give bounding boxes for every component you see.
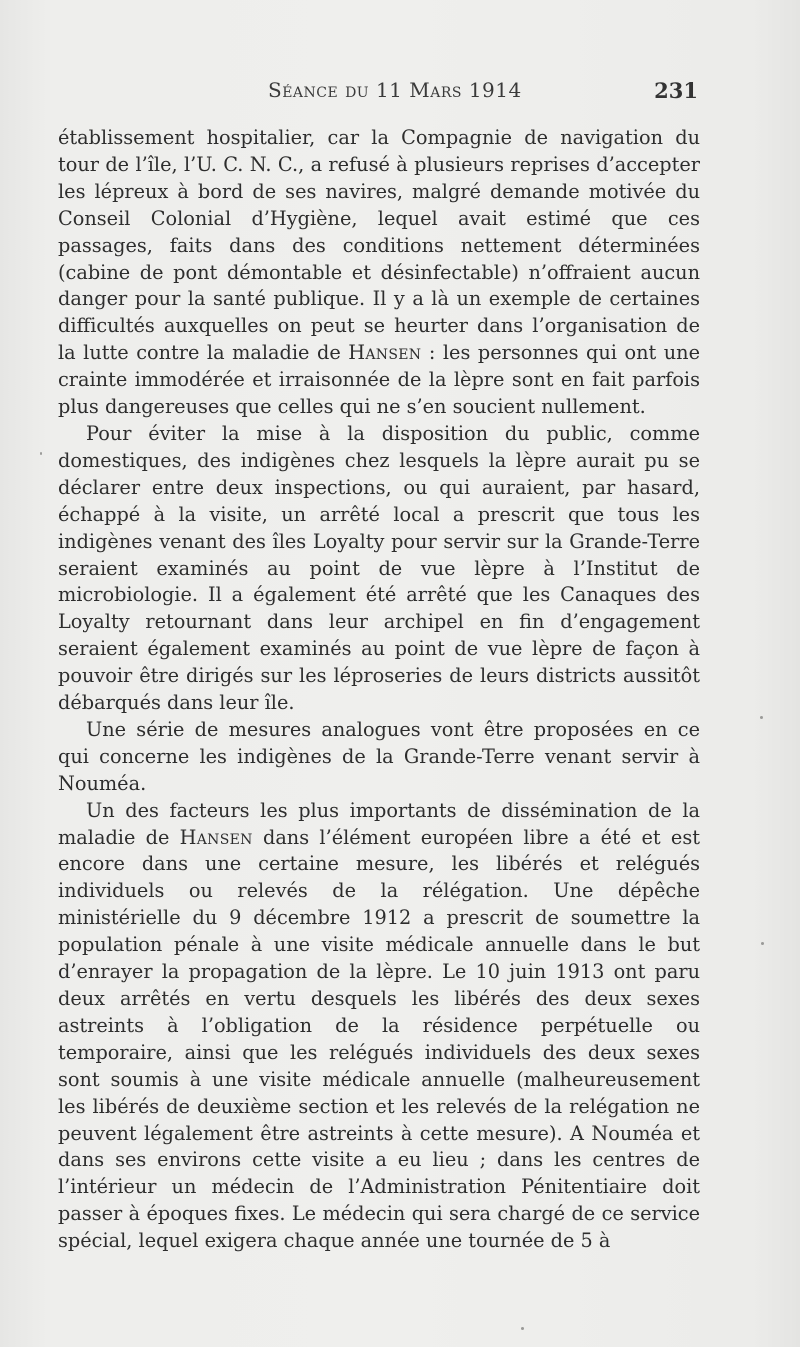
scan-speck bbox=[761, 942, 764, 945]
text-segment: établissement hospitalier, car la Compagnie de navigation du tour de l’île, l’U. C. N. C., a refusé à plusieurs reprises d’accepter les lépreux à bord de ses navires, malgré demande motivée du Conseil Colonial d’Hygiène, lequel avait estimé que ces passages, faits dans des conditions nettement déterminées (cabine de pont démontable et désinfectable) n’offraient aucun danger pour la santé publique. Il y a là un exemple de certaines difficultés auxquelles on peut se heurter dans l’organisation de la lutte contre la maladie de bbox=[58, 126, 700, 365]
page-number: 231 bbox=[654, 78, 698, 103]
scan-speck bbox=[40, 452, 42, 455]
text-segment: : les personnes qui ont une crainte immodérée et irraisonnée de la lèpre sont en fait parfois plus dangereuses que celles qui ne s’en soucient nullement. bbox=[58, 341, 700, 419]
text-segment: Un des facteurs les plus importants de dissémination de la maladie de bbox=[58, 798, 700, 849]
paragraph bbox=[58, 421, 700, 717]
paragraph bbox=[58, 798, 700, 1255]
author-name: Hansen bbox=[348, 341, 422, 365]
text-segment: dans l’élément européen libre a été et est encore dans une certaine mesure, les libérés et relégués individuels ou relevés de la rélégation. Une dépêche ministérielle du 9 décembre 1912 a prescrit de soumettre la population pénale à une visite médicale annuelle dans le but d’enrayer la propagation de la lèpre. Le 10 juin 1913 ont paru deux arrêtés en vertu desquels les libérés des deux sexes astreints à l’obligation de la résidence perpétuelle ou temporaire, ainsi que les relégués individuels des deux sexes sont soumis à une visite médicale annuelle (malheureusement les libérés de deuxième section et les relevés de la relégation ne peuvent légalement être astreints à cette mesure). A Nouméa et dans ses environs cette visite a eu lieu ; dans les centres de l’intérieur un médecin de l’Administration Pénitentiaire doit passer à époques fixes. Le médecin qui sera chargé de ce service spécial, lequel exigera chaque année une tournée de 5 à bbox=[58, 825, 700, 1253]
scan-speck bbox=[521, 1327, 524, 1330]
running-head: Séance du 11 Mars 1914 bbox=[268, 78, 522, 102]
page-header bbox=[58, 78, 698, 112]
text-segment: Pour éviter la mise à la disposition du public, comme domestiques, des indigènes chez lesquels la lèpre aurait pu se déclarer entre deux inspections, ou qui auraient, par hasard, échappé à la visite, un arrêté local a prescrit que tous les indigènes venant des îles Loyalty pour servir sur la Grande-Terre seraient examinés au point de vue lèpre à l’Institut de microbiologie. Il a également été arrêté que les Canaques des Loyalty retournant dans leur archipel en fin d’engagement seraient également examinés au point de vue lèpre de façon à pouvoir être dirigés sur les léproseries de leurs districts aussitôt débarqués dans leur île. bbox=[58, 421, 700, 715]
paragraph bbox=[58, 717, 700, 798]
paragraph bbox=[58, 125, 700, 421]
author-name: Hansen bbox=[179, 825, 253, 849]
text-segment: Une série de mesures analogues vont être proposées en ce qui concerne les indigènes de la Grande-Terre venant servir à Nouméa. bbox=[58, 717, 700, 795]
body-text bbox=[58, 125, 700, 1255]
scan-speck bbox=[760, 716, 763, 719]
